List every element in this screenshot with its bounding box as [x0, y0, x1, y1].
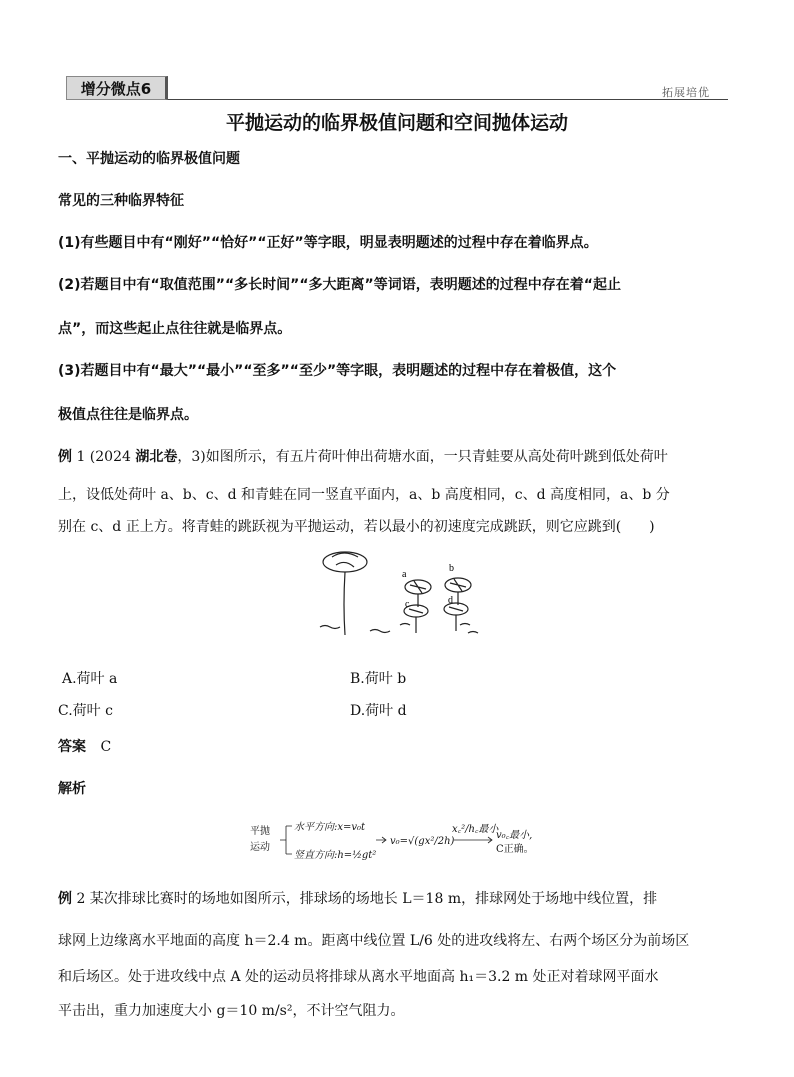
option-d: D.荷叶 d: [350, 703, 407, 719]
label-b: b: [449, 563, 454, 574]
example2-text1: 2 某次排球比赛时的场地如图所示，排球场的场地长 L＝18 m，排球网处于场地中线位置，排: [72, 891, 658, 907]
example2-line1: [58, 888, 657, 908]
example2-line3: 和后场区。处于进攻线中点 A 处的运动员将排球从离水平地面高 h₁＝3.2 m 处正对着球网平面水: [58, 969, 659, 985]
option-c: C.荷叶 c: [58, 703, 113, 719]
header-rule: [168, 99, 728, 100]
example1-source: 湖北卷: [135, 449, 178, 465]
option-a: A.荷叶 a: [62, 671, 118, 687]
answer-row: [58, 736, 111, 756]
analysis-label: 解析: [58, 781, 86, 797]
flow-right1: v₀꜀最小,: [496, 830, 533, 841]
example1-line3: 别在 c、d 正上方。将青蛙的跳跃视为平抛运动，若以最小的初速度完成跳跃，则它应跳到( ): [58, 519, 655, 535]
label-a: a: [402, 569, 407, 580]
section-tag: 增分微点6: [66, 76, 168, 100]
point-2-cont: 点”，而这些起止点往往就是临界点。: [58, 321, 292, 337]
subheading: 常见的三种临界特征: [58, 193, 184, 209]
example1-line2: 上，设低处荷叶 a、b、c、d 和青蛙在同一竖直平面内，a、b 高度相同，c、d 高度相同，a、b 分: [58, 487, 670, 503]
flow-left1: 平抛: [250, 826, 270, 837]
example2-line4: 平击出，重力加速度大小 g＝10 m/s²，不计空气阻力。: [58, 1003, 405, 1019]
example2-line2: 球网上边缘离水平地面的高度 h＝2.4 m。距离中线位置 L/6 处的进攻线将左、右两个场区分为前场区: [58, 933, 690, 949]
point-2: (2)若题目中有“取值范围”“多长时间”“多大距离”等词语，表明题述的过程中存在着“起止: [58, 277, 621, 293]
example1-text: ，3)如图所示，有五片荷叶伸出荷塘水面，一只青蛙要从高处荷叶跳到低处荷叶: [177, 449, 668, 465]
option-b: B.荷叶 b: [350, 671, 407, 687]
answer-label: 答案: [58, 739, 86, 755]
flow-vertical: 竖直方向:h=½gt²: [294, 850, 377, 861]
analysis-flowchart: [250, 812, 550, 864]
example-label: 例: [58, 449, 72, 465]
point-3-cont: 极值点往往是临界点。: [58, 407, 198, 423]
flow-fraction: x꜀²/h꜀最小: [452, 824, 499, 835]
flow-horizontal: 水平方向:x=v₀t: [294, 822, 366, 833]
point-3: (3)若题目中有“最大”“最小”“至多”“至少”等字眼，表明题述的过程中存在着极值，这个: [58, 363, 617, 379]
label-d: d: [448, 595, 453, 606]
label-c: c: [405, 599, 410, 610]
lotus-figure: [310, 545, 490, 645]
answer-value: C: [100, 739, 112, 755]
point-1: (1)有些题目中有“刚好”“恰好”“正好”等字眼，明显表明题述的过程中存在着临界点。: [58, 235, 598, 251]
example2-label: 例: [58, 891, 72, 907]
flow-mid: v₀=√(gx²/2h): [390, 836, 455, 847]
header-right-label: 拓展培优: [662, 86, 710, 99]
flow-right2: C正确。: [496, 844, 534, 855]
page-title: 平抛运动的临界极值问题和空间抛体运动: [225, 112, 568, 134]
section-heading: 一、平抛运动的临界极值问题: [58, 151, 240, 167]
example1-num: 1 (2024: [72, 449, 136, 465]
example1-line1: [58, 446, 668, 466]
flow-left2: 运动: [250, 842, 270, 853]
